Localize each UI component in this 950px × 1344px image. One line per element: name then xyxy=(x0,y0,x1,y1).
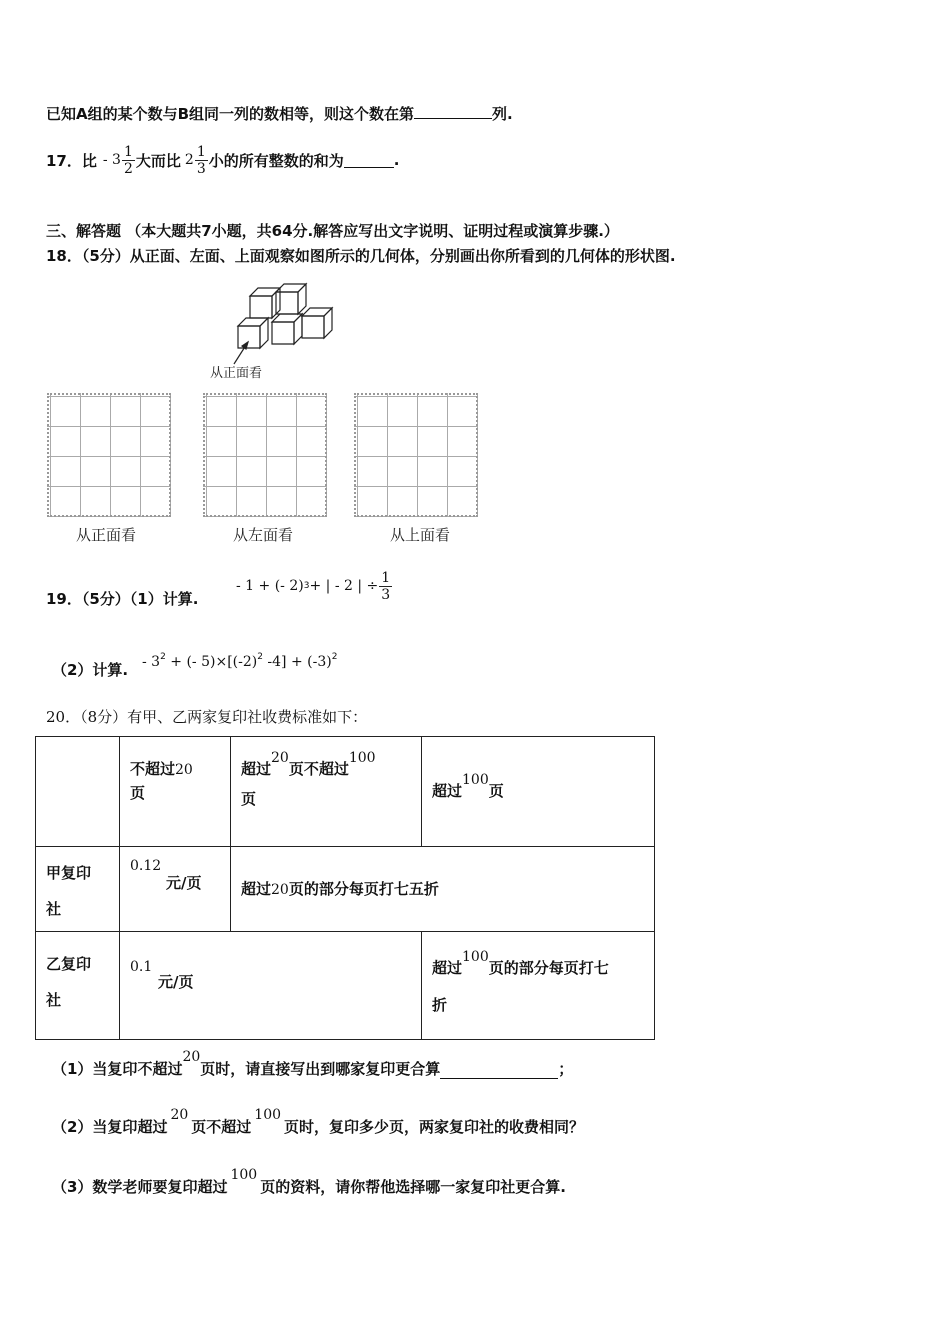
q17-end: 小的所有整数的和为 xyxy=(208,151,344,170)
q19-expr1 xyxy=(236,565,393,607)
q19-expr1-a: - 1 + (- 2) xyxy=(236,578,304,594)
grid-label-top: 从上面看 xyxy=(390,526,451,544)
yi-name-1: 乙复印 xyxy=(46,955,92,973)
q19-expr1-b: + | - 2 | ÷ xyxy=(309,578,379,594)
q17-mid: 大而比 xyxy=(135,151,181,170)
grid-left xyxy=(203,393,327,517)
yi-note-b: 页的部分每页打七 xyxy=(488,959,609,977)
q17-b-whole: 2 xyxy=(184,152,194,168)
q18-text: 18．（5分）从正面、左面、上面观察如图所示的几何体，分别画出你所看到的几何体的形状图. xyxy=(46,247,676,265)
sub1-text-a: （1）当复印不超过 xyxy=(52,1060,183,1078)
figure-label: 从正面看 xyxy=(210,366,263,381)
q19-expr2-a-exp: 2 xyxy=(160,652,166,662)
h1-number: 20 xyxy=(175,762,193,778)
q17-answer-blank[interactable] xyxy=(344,153,394,168)
q16-end: 列. xyxy=(492,105,513,123)
header-empty-cell xyxy=(36,737,120,847)
sub2-text-c: 页时，复印多少页，两家复印社的收费相同？ xyxy=(284,1118,585,1136)
q17-b-fraction xyxy=(195,145,208,176)
q17-b-den: 3 xyxy=(196,160,206,177)
q20-sub3 xyxy=(52,1163,566,1197)
q17-a-fraction xyxy=(122,145,135,176)
row-yi xyxy=(36,932,655,1040)
h2-text-b: 页不超过 xyxy=(288,760,349,778)
sub1-text-b: 页时，请直接写出到哪家复印更合算 xyxy=(200,1060,441,1078)
q17-b-num: 1 xyxy=(196,143,206,160)
q19-expr2-b: + (- 5)×[(-2) xyxy=(165,654,258,670)
jia-price-cell xyxy=(120,847,231,932)
q17-line xyxy=(46,140,399,180)
yi-note-cell xyxy=(422,932,655,1040)
q19-expr1-fraction xyxy=(379,571,392,602)
yi-price: 0.1 xyxy=(130,959,153,975)
grid-front xyxy=(47,393,171,517)
q19-expr1-den: 3 xyxy=(381,586,391,603)
grid-label-front: 从正面看 xyxy=(76,526,137,544)
sub2-text-a: （2）当复印超过 xyxy=(52,1118,168,1136)
sub2-number-1: 20 xyxy=(170,1107,189,1123)
q19-expr1-exp: 3 xyxy=(303,581,310,591)
h2-number-2: 100 xyxy=(348,750,376,766)
q19-expr2 xyxy=(142,652,337,670)
q19-expr2-a: - 3 xyxy=(142,654,161,670)
jia-name-1: 甲复印 xyxy=(46,864,92,882)
h2-number-1: 20 xyxy=(271,750,289,766)
yi-unit: 元/页 xyxy=(158,973,194,992)
q16-text: 已知A组的某个数与B组同一列的数相等，则这个数在第 xyxy=(46,105,415,123)
yi-note-a: 超过 xyxy=(432,959,463,977)
q19-expr1-num: 1 xyxy=(381,569,391,586)
jia-note-number: 20 xyxy=(271,881,289,898)
q16-line xyxy=(46,103,513,124)
yi-price-cell xyxy=(120,932,422,1040)
h3-number: 100 xyxy=(462,772,489,789)
jia-note-a: 超过 xyxy=(241,879,272,898)
cube-figure xyxy=(200,282,360,382)
grid-top xyxy=(354,393,478,517)
sub2-text-b: 页不超过 xyxy=(191,1118,252,1136)
h1-text-b: 页 xyxy=(130,784,146,803)
q19-expr2-b-exp: 2 xyxy=(257,652,263,662)
q19-expr2-c-exp: 2 xyxy=(331,652,338,662)
q17-a-den: 2 xyxy=(123,160,133,177)
jia-note-cell xyxy=(231,847,655,932)
h1-text-a: 不超过 xyxy=(130,760,176,778)
jia-unit: 元/页 xyxy=(166,874,202,893)
cube-drawing xyxy=(234,284,332,364)
section3-title: 三、解答题 （本大题共7小题，共64分.解答应写出文字说明、证明过程或演算步骤.） xyxy=(46,222,619,240)
yi-name-cell xyxy=(36,932,120,1040)
h3-text-a: 超过 xyxy=(432,782,463,801)
sub1-end: ； xyxy=(558,1060,574,1078)
q19-expr2-c: -4] + (-3) xyxy=(262,654,332,670)
h3-text-b: 页 xyxy=(488,782,504,801)
q17-a-num: 1 xyxy=(123,143,133,160)
q17-a-sign: - 3 xyxy=(102,152,121,168)
sub3-text-b: 页的资料，请你帮他选择哪一家复印社更合算. xyxy=(260,1178,566,1196)
fee-table xyxy=(35,736,655,1040)
jia-name-cell xyxy=(36,847,120,932)
q17-tail: . xyxy=(393,151,400,169)
jia-name-2: 社 xyxy=(46,900,62,918)
q20-sub1 xyxy=(52,1045,573,1079)
q20-sub2 xyxy=(52,1103,584,1137)
yi-note-c: 折 xyxy=(432,995,448,1014)
q19-part2: （2）计算. xyxy=(52,661,129,679)
q20-intro: 20．（8分）有甲、乙两家复印社收费标准如下： xyxy=(46,708,368,726)
yi-name-2: 社 xyxy=(46,991,62,1009)
sub3-number: 100 xyxy=(230,1167,258,1183)
header-cell-1 xyxy=(120,737,231,847)
sub2-number-2: 100 xyxy=(254,1107,282,1123)
q16-answer-blank[interactable] xyxy=(414,104,492,119)
fee-table-header-row xyxy=(36,737,655,847)
sub1-number: 20 xyxy=(182,1049,201,1065)
jia-price: 0.12 xyxy=(130,858,162,874)
sub1-answer-blank[interactable] xyxy=(440,1064,558,1079)
header-cell-3 xyxy=(422,737,655,847)
h2-text-c: 页 xyxy=(241,790,257,809)
header-cell-2 xyxy=(231,737,422,847)
jia-note-b: 页的部分每页打七五折 xyxy=(288,879,439,898)
q17-num: 17．比 xyxy=(46,151,97,170)
grid-label-left: 从左面看 xyxy=(233,526,294,544)
row-jia xyxy=(36,847,655,932)
yi-note-number: 100 xyxy=(462,949,489,965)
h2-text-a: 超过 xyxy=(241,760,272,778)
q19-part1: 19．（5分）（1）计算. xyxy=(46,590,199,608)
sub3-text-a: （3）数学老师要复印超过 xyxy=(52,1178,228,1196)
